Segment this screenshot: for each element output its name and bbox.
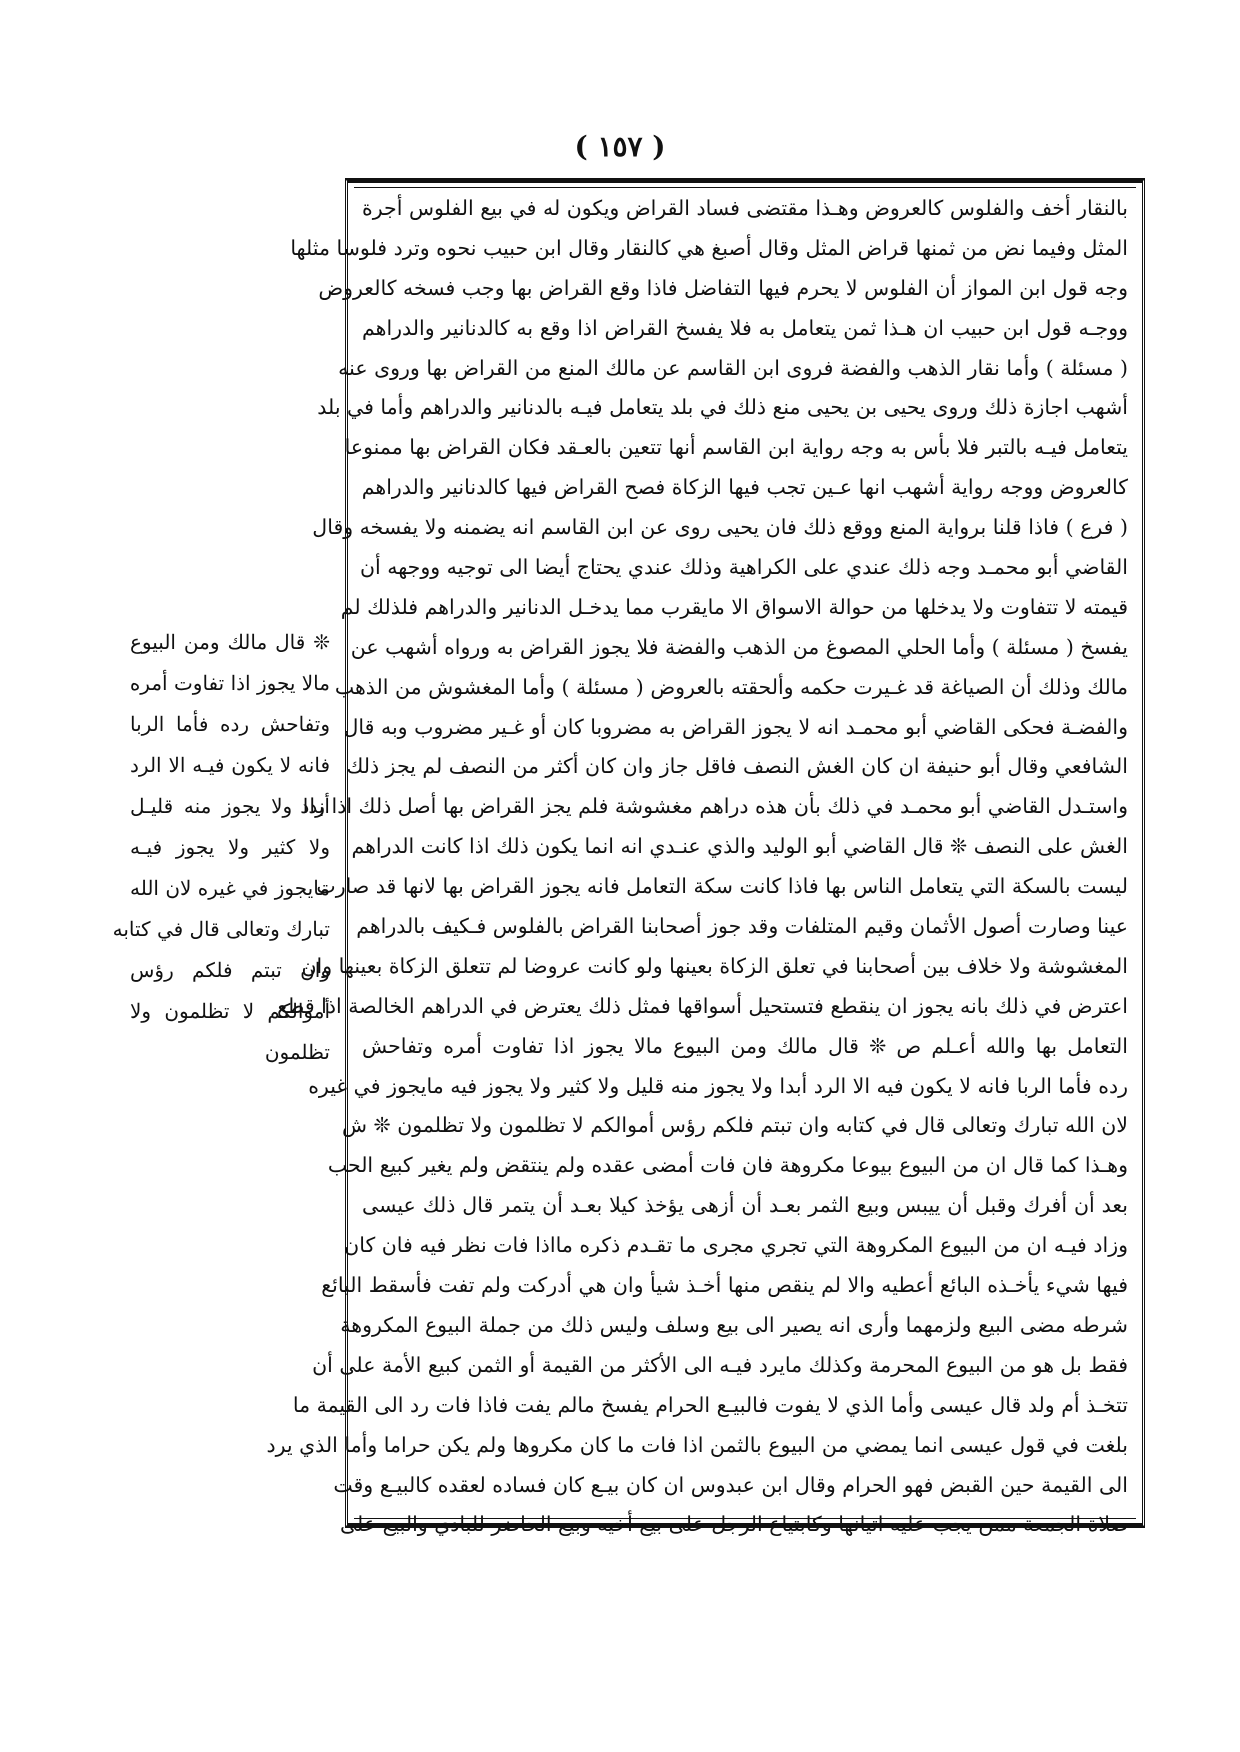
main-text-line: ووجـه قول ابن حبيب ان هـذا ثمن يتعامل به فلا يفسخ القراض اذا وقع به كالدنانير والدراهم [362,315,1128,340]
margin-note-line: تظلمون [264,1040,330,1064]
main-text-line: المثل وفيما نض من ثمنها قراض المثل وقال أصبغ هي كالنقار وقال ابن حبيب نحوه وترد فلوسا مثلها [290,235,1128,260]
main-text-line: المغشوشة ولا خلاف بين أصحابنا في تعلق الزكاة بعينها ولو كانت عروضا لم تتعلق الزكاة بعينها وان [301,953,1128,978]
main-text-line: عينا وصارت أصول الأثمان وقيم المتلفات وقد جوز أصحابنا القراض بالفلوس فـكيف بالدراهم [356,914,1128,939]
main-text-line: واستـدل القاضي أبو محمـد في ذلك بأن هذه دراهم مغشوشة فلم يجز القراض بها أصل ذلك اذا زاد [300,794,1128,819]
margin-note-line: تبارك وتعالى قال في كتابه [112,917,330,941]
main-text-line: الشافعي وقال أبو حنيفة ان كان الغش النصف فاقل جاز وان كان أكثر من النصف لم يجز ذلك [346,754,1128,779]
main-text-line: والفضـة فحكى القاضي أبو محمـد انه لا يجوز القراض به مضروبا كان أو غـير مضروب وبه قال [343,714,1128,739]
main-text-line: رده فأما الربا فانه لا يكون فيه الا الرد أبدا ولا يجوز منه قليل ولا كثير ولا يجوز فيه مايجوز في غيره [308,1073,1128,1098]
main-text-line: وهـذا كما قال ان من البيوع بيوعا مكروهة فان فات أمضى عقده ولم ينتقض ولم يغير كبيع الحب [327,1153,1128,1178]
margin-note-line: مالا يجوز اذا تفاوت أمره [129,671,330,695]
margin-note-line: أموالكم لا تظلمون ولا [130,999,330,1023]
main-text-line: وجه قول ابن المواز أن الفلوس لا يحرم فيها التفاضل فاذا وقع القراض بها وجب فسخه كالعروض [318,275,1128,300]
margin-note-line: ولا كثير ولا يجوز فيـه [130,835,330,859]
margin-note-line: مايجوز في غيره لان الله [129,876,330,900]
main-text-line: لان الله تبارك وتعالى قال في كتابه وان تبتم فلكم رؤس أموالكم لا تظلمون ولا تظلمون ❊ ش [342,1113,1128,1138]
main-text-line: كالعروض ووجه رواية أشهب انها عـين تجب فيها الزكاة فصح القراض فيها كالدنانير والدراهم [361,475,1128,500]
main-text-frame [266,178,1145,1537]
main-text-line: شرطه مضى البيع ولزمهما وأرى انه يصير الى بيع وسلف وليس ذلك من جملة البيوع المكروهة [340,1312,1128,1337]
main-text-line: وزاد فيـه ان من البيوع المكروهة التي تجري مجرى ما تقـدم ذكره مااذا فات نظر فيه فان كان [344,1233,1128,1258]
main-text-line: مالك وذلك أن الصياغة قد غـيرت حكمه وألحقته بالعروض ( مسئلة ) وأما المغشوش من الذهب [334,674,1128,699]
main-text-line: بعد أن أفرك وقبل أن ييبس وبيع الثمر بعـد أن أزهى يؤخذ كيلا بعـد أن يتمر قال ذلك عيسى [362,1193,1128,1218]
main-text-line: فيها شيء يأخـذه البائع أعطيه والا لم ينقص منها أخـذ شيأ وان هي أدركت ولم تفت فأسقط البائع [321,1273,1128,1298]
main-text-line: أشهب اجازة ذلك وروى يحيى بن يحيى منع ذلك في بلد يتعامل فيـه بالدنانير والدراهم وأما في بلد [317,395,1128,420]
main-text-line: فقط بل هو من البيوع المحرمة وكذلك مايرد فيـه الى الأكثر من القيمة أو الثمن كبيع الأمة على أن [312,1352,1128,1377]
main-text-line: ( فرع ) فاذا قلنا برواية المنع ووقع ذلك فان يحيى روى عن ابن القاسم انه يضمنه ولا يفسخه وقال [312,515,1128,540]
main-text-line: صلاة الجمعة ممن يجب عليه اتيانها وكابتياع الرجل على بيع أخيه وبيع الحاضر للبادي والبيع على [339,1512,1128,1537]
main-text-line: ( مسئلة ) وأما نقار الذهب والفضة فروى ابن القاسم عن مالك المنع من القراض بها وروى عنه [338,355,1128,380]
margin-note-line: فانه لا يكون فيـه الا الرد [130,753,330,777]
margin-note-line: ❊ قال مالك ومن البيوع [130,630,330,654]
main-text-line: ليست بالسكة التي يتعامل الناس بها فاذا كانت سكة التعامل فانه يجوز القراض بها لانها قد صارت [316,874,1128,899]
main-text-line: القاضي أبو محمـد وجه ذلك عندي على الكراهية وذلك عندي يحتاج أيضا الى توجيه ووجهه أن [359,555,1128,580]
main-text-line: يتعامل فيـه بالتبر فلا بأس به وجه رواية ابن القاسم أنها تتعين بالعـقد فكان القراض بها ممنوعا [344,435,1128,460]
margin-note-line: أبدا ولا يجوز منه قليـل [130,794,330,818]
page-number: ( ١٥٧ ) [574,130,666,163]
margin-note [112,622,330,1073]
main-text-line: بلغت في قول عيسى انما يمضي من البيوع بالثمن اذا فات ما كان مكروها ولم يكن حراما وأما الذي يرد [266,1432,1128,1457]
main-text-line: التعامل بها والله أعـلم ص ❊ قال مالك ومن البيوع مالا يجوز اذا تفاوت أمره وتفاحش [362,1033,1128,1058]
main-text-body [266,189,1128,1537]
main-text-line: الى القيمة حين القبض فهو الحرام وقال ابن عبدوس ان كان بيـع كان فساده لعقده كالبيـع وقت [333,1472,1128,1497]
margin-note-line: وتفاحش رده فأما الربا [130,712,330,736]
margin-note-line: وان تبتم فلكم رؤس [130,958,330,982]
main-text-line: قيمته لا تتفاوت ولا يدخلها من حوالة الاسواق الا مايقرب مما يدخـل الدنانير والدراهم فلذلك لم [340,594,1128,619]
main-text-line: الغش على النصف ❊ قال القاضي أبو الوليد والذي عنـدي انه انما يكون ذلك اذا كانت الدراهم [351,834,1128,859]
main-text-line: اعترض في ذلك بانه يجوز ان ينقطع فتستحيل أسواقها فمثل ذلك يعترض في الدراهم الخالصة اذا قطع [277,993,1128,1018]
main-text-line: بالنقار أخف والفلوس كالعروض وهـذا مقتضى فساد القراض ويكون له في بيع الفلوس أجرة [362,196,1128,220]
main-text-line: تتخـذ أم ولد قال عيسى وأما الذي لا يفوت فالبيـع الحرام يفسخ مالم يفت فاذا فات رد الى القيمة ما [292,1392,1128,1417]
main-text-line: يفسخ ( مسئلة ) وأما الحلي المصوغ من الذهب والفضة فلا يجوز القراض به ورواه أشهب عن [350,634,1128,659]
